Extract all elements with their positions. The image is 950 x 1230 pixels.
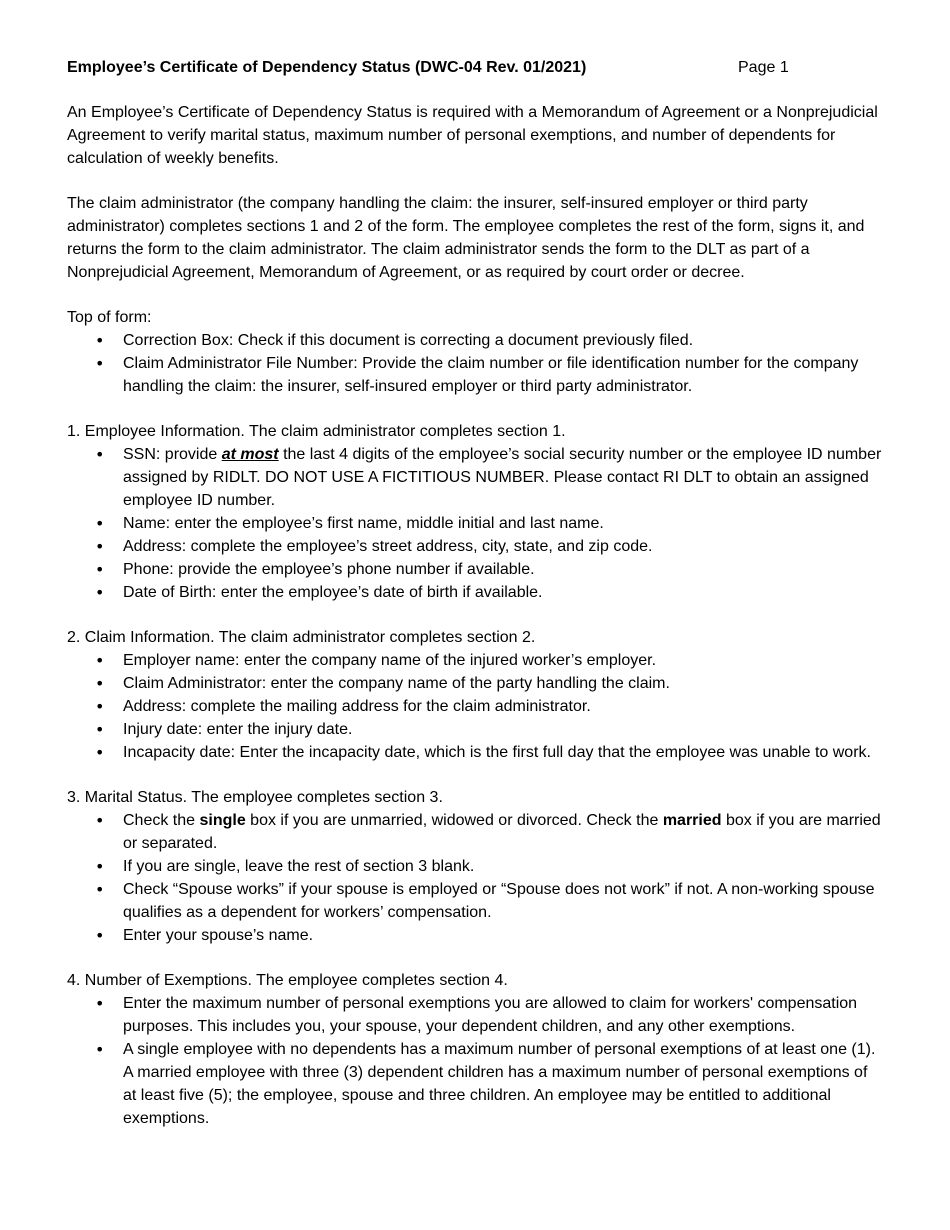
single-keyword: single bbox=[199, 812, 246, 829]
document-header bbox=[67, 56, 885, 79]
married-keyword: married bbox=[662, 812, 722, 829]
list-item: • Enter the maximum number of personal exemptions you are allowed to claim for workers' compensation purposes. This includes you, your spouse, your dependent children, and any other exemptions. bbox=[67, 992, 885, 1038]
section-2-list bbox=[67, 649, 885, 764]
list-item: • Check “Spouse works” if your spouse is employed or “Spouse does not work” if not. A non-working spouse qualifies as a dependent for workers’ compensation. bbox=[67, 878, 885, 924]
document-title: Employee’s Certificate of Dependency Status (DWC-04 Rev. 01/2021) bbox=[67, 59, 587, 76]
list-item: • Address: complete the mailing address for the claim administrator. bbox=[67, 695, 885, 718]
intro-paragraph: An Employee’s Certificate of Dependency Status is required with a Memorandum of Agreement or a Nonprejudicial Agreement to verify marital status, maximum number of personal exemptions, and number of dependents for calculation of weekly benefits. bbox=[67, 104, 878, 167]
top-of-form-section bbox=[67, 306, 885, 398]
list-item: • Phone: provide the employee’s phone number if available. bbox=[67, 558, 885, 581]
exemptions-section bbox=[67, 969, 885, 1130]
check-text: box if you are married or separated. bbox=[123, 812, 881, 852]
section-4-heading: 4. Number of Exemptions. The employee completes section 4. bbox=[67, 972, 508, 989]
section-3-list bbox=[67, 809, 885, 947]
section-4-list bbox=[67, 992, 885, 1130]
section-2-heading: 2. Claim Information. The claim administrator completes section 2. bbox=[67, 629, 536, 646]
top-of-form-heading: Top of form: bbox=[67, 309, 152, 326]
list-item: • Employer name: enter the company name of the injured worker’s employer. bbox=[67, 649, 885, 672]
list-item: • Enter your spouse’s name. bbox=[67, 924, 885, 947]
ssn-emphasis: at most bbox=[221, 446, 279, 463]
list-item: • Claim Administrator File Number: Provide the claim number or file identification number for the company handling the claim: the insurer, self-insured employer or third party administrator. bbox=[67, 352, 885, 398]
list-item-ssn bbox=[67, 443, 885, 512]
list-item: • Correction Box: Check if this document is correcting a document previously filed. bbox=[67, 329, 885, 352]
list-item: • A single employee with no dependents has a maximum number of personal exemptions of at least one (1). A married employee with three (3) dependent children has a maximum number of personal exemptions of at least five (5); the employee, spouse and three children. An employee may be entitled to additional exemptions. bbox=[67, 1038, 885, 1130]
ssn-text-before: SSN: provide bbox=[123, 446, 222, 463]
list-item: • Injury date: enter the injury date. bbox=[67, 718, 885, 741]
list-item: • Address: complete the employee’s street address, city, state, and zip code. bbox=[67, 535, 885, 558]
list-item: • If you are single, leave the rest of section 3 blank. bbox=[67, 855, 885, 878]
list-item: • Incapacity date: Enter the incapacity date, which is the first full day that the employee was unable to work. bbox=[67, 741, 885, 764]
check-text: box if you are unmarried, widowed or divorced. Check the bbox=[245, 812, 663, 829]
section-3-heading: 3. Marital Status. The employee completes section 3. bbox=[67, 789, 443, 806]
instructions-paragraph: The claim administrator (the company handling the claim: the insurer, self-insured employer or third party administrator) completes sections 1 and 2 of the form. The employee completes the rest of the form, signs it, and returns the form to the claim administrator. The claim administrator sends the form to the DLT as part of a Nonprejudicial Agreement, Memorandum of Agreement, or as required by court order or decree. bbox=[67, 195, 865, 281]
section-1-heading: 1. Employee Information. The claim administrator completes section 1. bbox=[67, 423, 566, 440]
list-item-marital-check bbox=[67, 809, 885, 855]
document-page bbox=[67, 56, 885, 1152]
employee-information-section bbox=[67, 420, 885, 604]
top-of-form-list bbox=[67, 329, 885, 398]
check-text: Check the bbox=[123, 812, 200, 829]
page-number: Page 1 bbox=[738, 59, 789, 76]
section-1-list bbox=[67, 443, 885, 604]
claim-information-section bbox=[67, 626, 885, 764]
marital-status-section bbox=[67, 786, 885, 947]
list-item: • Name: enter the employee’s first name, middle initial and last name. bbox=[67, 512, 885, 535]
list-item: • Claim Administrator: enter the company name of the party handling the claim. bbox=[67, 672, 885, 695]
ssn-text-after: the last 4 digits of the employee’s social security number or the employee ID number assigned by RIDLT. DO NOT USE A FICTITIOUS NUMBER. Please contact RI DLT to obtain an assigned employee ID number. bbox=[123, 446, 882, 509]
list-item: • Date of Birth: enter the employee’s date of birth if available. bbox=[67, 581, 885, 604]
